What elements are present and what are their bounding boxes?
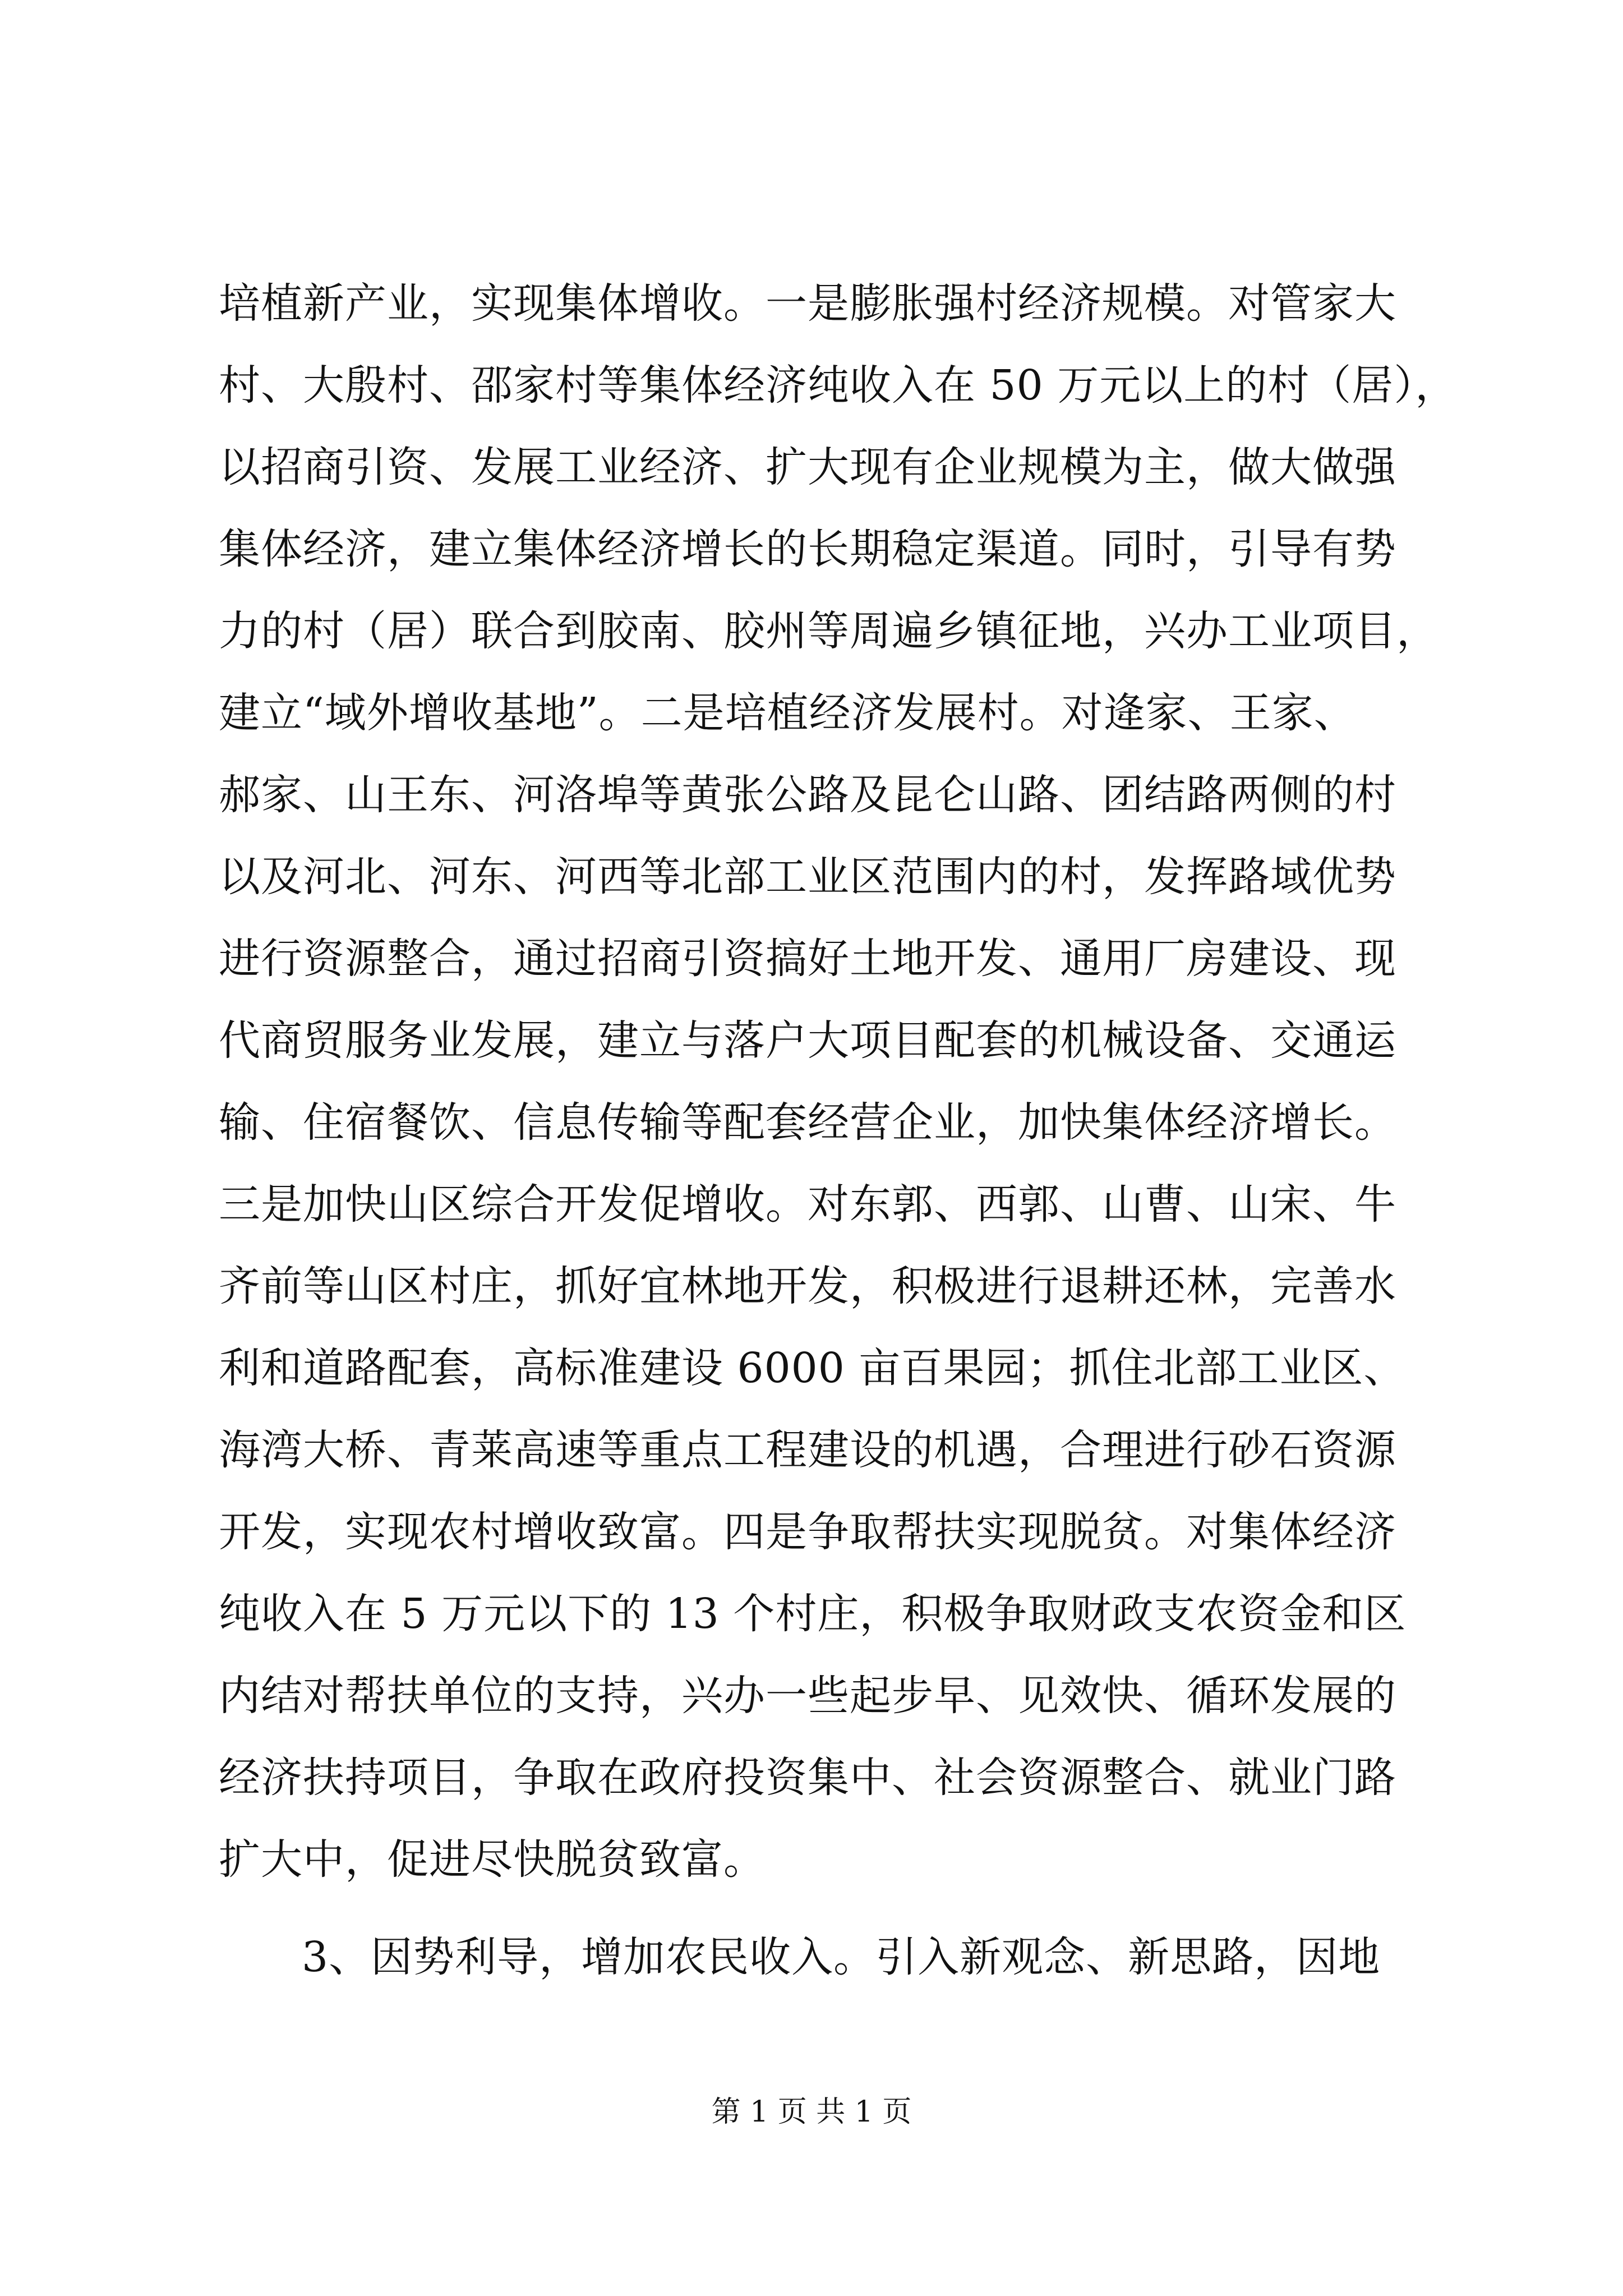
text-line: 扩大中，促进尽快脱贫致富。 (219, 1835, 766, 1884)
text-line: 集体经济，建立集体经济增长的长期稳定渠道。同时，引导有势 (219, 525, 1396, 573)
text-line: 输、住宿餐饮、信息传输等配套经营企业，加快集体经济增长。 (219, 1098, 1396, 1147)
text-line: 开发，实现农村增收致富。四是争取帮扶实现脱贫。对集体经济 (219, 1508, 1396, 1556)
text-line: 建立“域外增收基地”。二是培植经济发展村。对逄家、王家、 (219, 689, 1356, 737)
text-line: 海湾大桥、青莱高速等重点工程建设的机遇，合理进行砂石资源 (219, 1426, 1396, 1474)
text-line: 利和道路配套，高标准建设 6000 亩百果园；抓住北部工业区、 (219, 1344, 1406, 1392)
text-line: 齐前等山区村庄，抓好宜林地开发，积极进行退耕还林，完善水 (219, 1262, 1396, 1310)
text-line: 代商贸服务业发展，建立与落户大项目配套的机械设备、交通运 (219, 1016, 1396, 1065)
text-line: 力的村（居）联合到胶南、胶州等周遍乡镇征地，兴办工业项目， (219, 607, 1438, 655)
text-line: 郝家、山王东、河洛埠等黄张公路及昆仑山路、团结路两侧的村 (219, 771, 1396, 819)
text-line: 村、大殷村、邵家村等集体经济纯收入在 50 万元以上的村（居）， (219, 361, 1458, 409)
text-line: 以及河北、河东、河西等北部工业区范围内的村，发挥路域优势 (219, 853, 1396, 901)
text-line: 培植新产业，实现集体增收。一是膨胀强村经济规模。对管家大 (219, 279, 1396, 328)
text-line: 三是加快山区综合开发促增收。对东郭、西郭、山曹、山宋、牛 (219, 1180, 1396, 1228)
page-footer (0, 2092, 1623, 2132)
body-text (219, 263, 1458, 1998)
text-line: 纯收入在 5 万元以下的 13 个村庄，积极争取财政支农资金和区 (219, 1590, 1407, 1638)
text-line: 内结对帮扶单位的支持，兴办一些起步早、见效快、循环发展的 (219, 1672, 1396, 1720)
page-number: 第 1 页 共 1 页 (711, 2095, 912, 2129)
text-line: 经济扶持项目，争取在政府投资集中、社会资源整合、就业门路 (219, 1754, 1396, 1802)
text-line: 以招商引资、发展工业经济、扩大现有企业规模为主，做大做强 (219, 443, 1396, 491)
paragraph-start-line: 3、因势利导，增加农民收入。引入新观念、新思路，因地 (302, 1933, 1381, 1981)
text-line: 进行资源整合，通过招商引资搞好土地开发、通用厂房建设、现 (219, 935, 1396, 983)
